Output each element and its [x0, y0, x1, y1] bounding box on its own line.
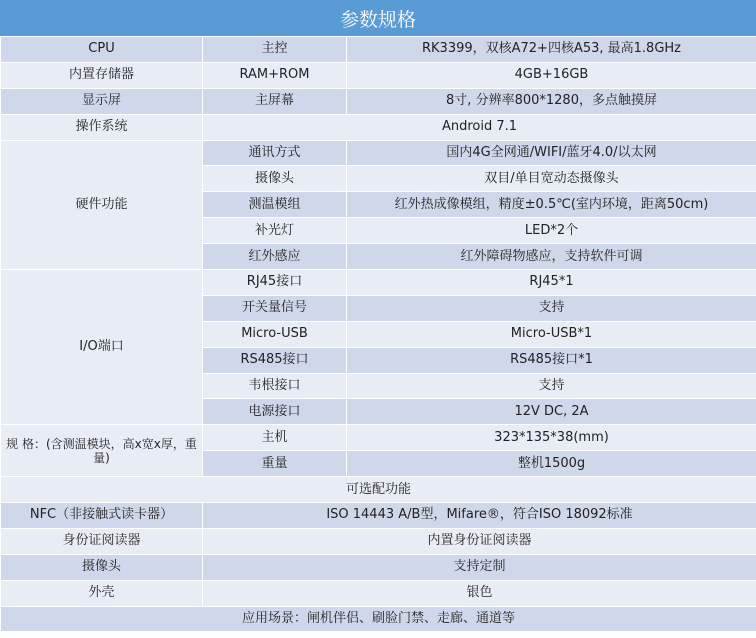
row-label: NFC（非接触式读卡器） [1, 503, 203, 529]
row-label: CPU [1, 37, 203, 63]
row-label: 操作系统 [1, 114, 203, 140]
table-row [1, 528, 756, 554]
row-key: RAM+ROM [203, 62, 347, 88]
row-value: 323*135*38(mm) [347, 425, 756, 451]
row-value: 红外热成像模组，精度±0.5℃(室内环境，距离50cm) [347, 192, 756, 218]
row-label: 显示屏 [1, 88, 203, 114]
page-title: 参数规格 [0, 0, 756, 36]
row-key: 主屏幕 [203, 88, 347, 114]
row-key: 摄像头 [203, 166, 347, 192]
row-value: LED*2个 [347, 218, 756, 244]
row-label: 摄像头 [1, 554, 203, 580]
row-key: 电源接口 [203, 399, 347, 425]
row-value: RJ45*1 [347, 270, 756, 296]
group-label-io: I/O端口 [1, 270, 203, 425]
table-row [1, 140, 756, 166]
table-row [1, 503, 756, 529]
row-key: 测温模组 [203, 192, 347, 218]
row-label: 外壳 [1, 580, 203, 606]
row-value: 国内4G全网通/WIFI/蓝牙4.0/以太网 [347, 140, 756, 166]
row-label: 身份证阅读器 [1, 528, 203, 554]
row-value: 整机1500g [347, 451, 756, 477]
row-value: 支持定制 [203, 554, 756, 580]
table-row [1, 62, 756, 88]
spec-table [0, 36, 756, 632]
table-row [1, 270, 756, 296]
table-row [1, 37, 756, 63]
table-row [1, 580, 756, 606]
row-key: Micro-USB [203, 321, 347, 347]
group-label-hardware: 硬件功能 [1, 140, 203, 269]
row-value: 支持 [347, 295, 756, 321]
row-key: 开关量信号 [203, 295, 347, 321]
row-label: 内置存储器 [1, 62, 203, 88]
row-key: 补光灯 [203, 218, 347, 244]
row-value: 双目/单目宽动态摄像头 [347, 166, 756, 192]
row-value: 4GB+16GB [347, 62, 756, 88]
row-value: 红外障碍物感应，支持软件可调 [347, 244, 756, 270]
row-key: 通讯方式 [203, 140, 347, 166]
row-value: RK3399，双核A72+四核A53, 最高1.8GHz [347, 37, 756, 63]
row-key: 主机 [203, 425, 347, 451]
row-value: 内置身份证阅读器 [203, 528, 756, 554]
application-scenes: 应用场景：闸机伴侣、刷脸门禁、走廊、通道等 [1, 606, 756, 632]
row-value: 银色 [203, 580, 756, 606]
row-value: Android 7.1 [203, 114, 756, 140]
table-row [1, 114, 756, 140]
row-key: 红外感应 [203, 244, 347, 270]
group-label-spec: 规 格：(含测温模块，高x宽x厚，重量) [1, 425, 203, 477]
table-row [1, 554, 756, 580]
row-value: 12V DC, 2A [347, 399, 756, 425]
row-key: RS485接口 [203, 347, 347, 373]
row-value: 支持 [347, 373, 756, 399]
table-row [1, 88, 756, 114]
table-row [1, 606, 756, 632]
table-row [1, 477, 756, 503]
row-key: 重量 [203, 451, 347, 477]
row-value: RS485接口*1 [347, 347, 756, 373]
row-key: RJ45接口 [203, 270, 347, 296]
row-value: Micro-USB*1 [347, 321, 756, 347]
row-key: 主控 [203, 37, 347, 63]
optional-section-header: 可选配功能 [1, 477, 756, 503]
table-row [1, 425, 756, 451]
row-value: ISO 14443 A/B型，Mifare®，符合ISO 18092标准 [203, 503, 756, 529]
row-value: 8寸, 分辨率800*1280，多点触摸屏 [347, 88, 756, 114]
row-key: 韦根接口 [203, 373, 347, 399]
